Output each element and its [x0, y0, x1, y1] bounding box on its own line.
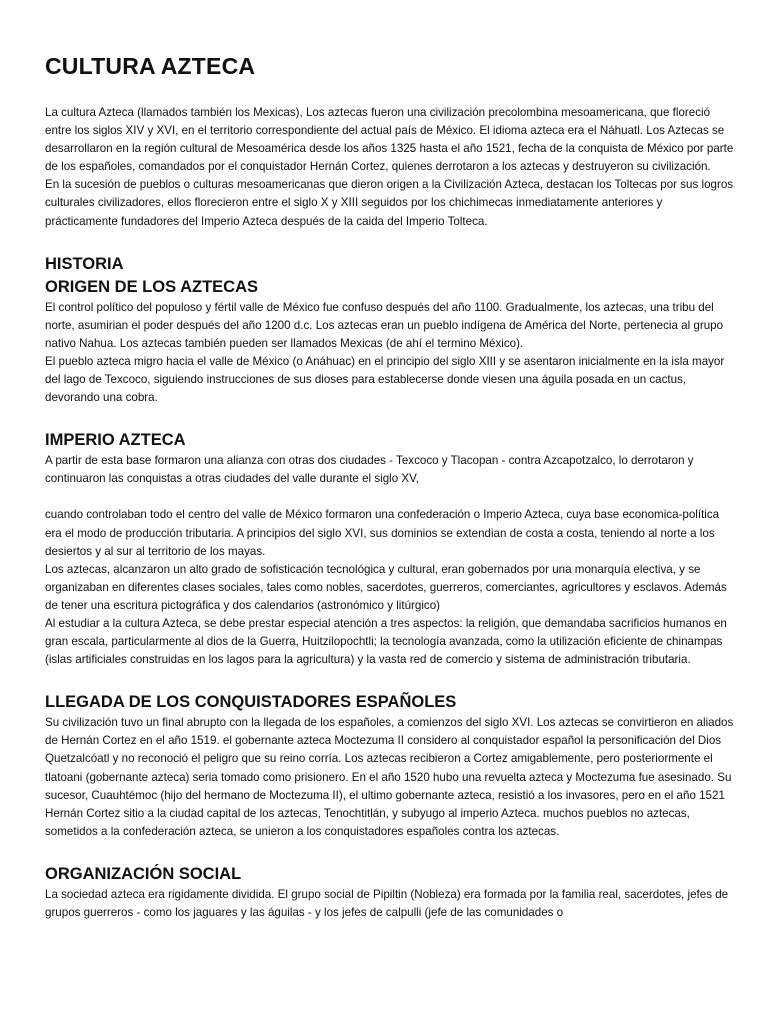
imperio-paragraph-4: Al estudiar a la cultura Azteca, se debe prestar especial atención a tres aspectos: la religión, que demandaba sacrificios humanos en gran escala, particularmente al dios de la Guerra, Huitzilopochtli; la tecnología avanzada, como la utilización eficiente de chinampas (islas artificiales construidas en los lagos para la agricultura) y la vasta red de comercio y sistema de administración tributaria.: [45, 616, 727, 667]
llegada-paragraph-1: Su civilización tuvo un final abrupto con la llegada de los españoles, a comienzos del siglo XVI. Los aztecas se convirtieron en aliados de Hernán Cortez en el año 1519. el gobernante azteca Moctezuma II considero al conquistador español la personificación del Dios Quetzalcóatl y no reconoció el peligro que su reino corría. Los aztecas recibieron a Cortez amigablemente, pero posteriormente el tlatoani (gobernante azteca) seria tomado como prisionero. En el año 1520 hubo una revuelta azteca y Moctezuma fue asesinado. Su sucesor, Cuauhtémoc (hijo del hermano de Moctezuma II), el ultimo gobernante azteca, resistió a los invasores, pero en el año 1521 Hernán Cortez sitio a la ciudad capital de los aztecas, Tenochtitlán, y subyugo al imperio Azteca. muchos pueblos no aztecas, sometidos a la confederación azteca, se unieron a los conquistadores españoles contra los aztecas.: [45, 716, 734, 838]
paragraph-gap: [45, 488, 738, 506]
historia-paragraph-1: El control político del populoso y fértil valle de México fue confuso después del año 1100. Gradualmente, los aztecas, una tribu del norte, asumirian el poder después del año 1200 d.c. Los aztecas eran un pueblo indígena de América del Norte, pertenecia al grupo nativo Nahua. Los aztecas también pueden ser llamados Mexicas (de ahí el termino México).: [45, 300, 724, 350]
intro-paragraph-1: La cultura Azteca (llamados también los Mexicas), Los aztecas fueron una civilización precolombina mesoamericana, que floreció entre los siglos XIV y XVI, en el territorio correspondiente del actual país de México. El idioma azteca era el Náhuatl. Los Aztecas se desarrollaron en la región cultural de Mesoamérica desde los años 1325 hasta el año 1521, fecha de la conquista de México por parte de los españoles, comandados por el conquistador Hernán Cortez, quienes derrotaron a los aztecas y destruyeron su civilización.: [45, 106, 734, 174]
page-title: CULTURA AZTECA: [45, 53, 256, 79]
imperio-paragraph-3: Los aztecas, alcanzaron un alto grado de sofisticación tecnológica y cultural, eran gobernados por una monarquía electiva, y se organizaban en diferentes clases sociales, tales como nobles, sacerdotes, guerreros, comerciantes, agricultores y esclavos. Además de tener una escritura pictográfica y dos calendarios (astronómico y litúrgico): [45, 562, 727, 612]
llegada-heading: LLEGADA DE LOS CONQUISTADORES ESPAÑOLES: [45, 693, 457, 712]
imperio-paragraph-2: cuando controlaban todo el centro del valle de México formaron una confederación o Imperio Azteca, cuya base economica-política era el modo de producción tributaria. A principios del siglo XVI, sus dominios se extendian de costa a costa, teniendo al norte a los desiertos y al sur al territorio de los mayas.: [45, 508, 720, 558]
organizacion-heading: ORGANIZACIÓN SOCIAL: [45, 864, 242, 883]
imperio-heading: IMPERIO AZTECA: [45, 431, 186, 450]
imperio-section: [45, 429, 738, 669]
organizacion-paragraph-1: La sociedad azteca era rigidamente dividida. El grupo social de Pipiltin (Nobleza) era formada por la familia real, sacerdotes, jefes de grupos guerreros - como los jaguares y las águilas - y los jefes de calpulli (jefe de las comunidades o: [45, 887, 729, 919]
origen-heading: ORIGEN DE LOS AZTECAS: [45, 277, 258, 296]
imperio-paragraph-1: A partir de esta base formaron una alianza con otras dos ciudades - Texcoco y Tlacopan - contra Azcapotzalco, lo derrotaron y continuaron las conquistas a otras ciudades del valle durante el siglo XV,: [45, 454, 694, 486]
intro-paragraph-2: En la sucesión de pueblos o culturas mesoamericanas que dieron origen a la Civilización Azteca, destacan los Toltecas por sus logros culturales civilizadores, ellos florecieron entre el siglo X y XIII seguidos por los chichimecas inmediatamente anteriores y prácticamente fundadores del Imperio Azteca después de la caida del Imperio Tolteca.: [45, 178, 734, 228]
historia-heading: HISTORIA: [45, 254, 124, 273]
historia-section: [45, 253, 738, 408]
organizacion-section: [45, 863, 738, 922]
llegada-section: [45, 691, 738, 841]
intro-section: [45, 104, 738, 231]
historia-paragraph-2: El pueblo azteca migro hacia el valle de México (o Anáhuac) en el principio del siglo XIII y se asentaron inicialmente en la isla mayor del lago de Texcoco, siguiendo instrucciones de sus dioses para establecerse donde viesen una águila posada en un cactus, devorando una cobra.: [45, 354, 725, 405]
